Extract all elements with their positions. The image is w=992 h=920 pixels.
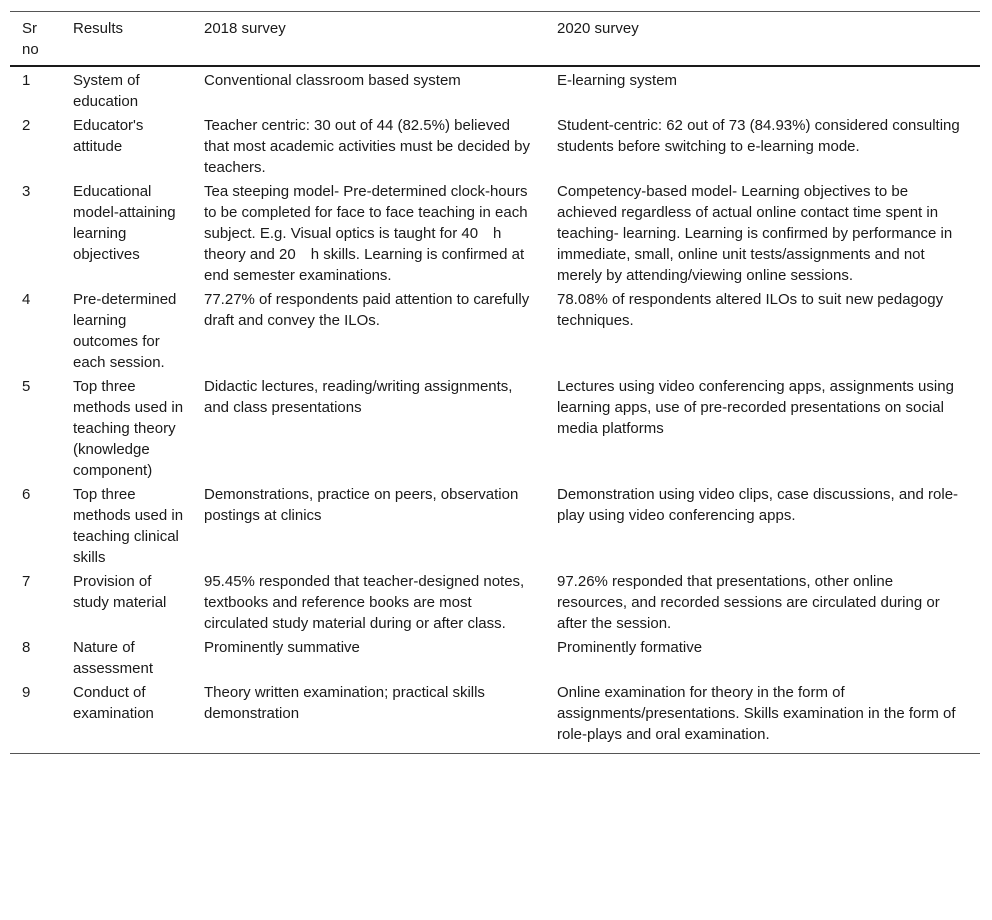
cell-2020-survey: Online examination for theory in the form of assignments/presentations. Skills examination in the form of role-plays and oral examination. bbox=[557, 684, 956, 743]
cell-2018-survey: Didactic lectures, reading/writing assignments, and class presentations bbox=[204, 378, 513, 416]
cell-2020-survey: 78.08% of respondents altered ILOs to suit new pedagogy techniques. bbox=[557, 291, 944, 329]
cell-2020-survey: Student-centric: 62 out of 73 (84.93%) considered consulting students before switching to e-learning mode. bbox=[557, 117, 960, 155]
cell-result: Nature of assessment bbox=[73, 639, 154, 677]
cell-sr-no: 4 bbox=[22, 291, 31, 308]
cell-sr-no: 9 bbox=[22, 684, 31, 701]
cell-result: Top three methods used in teaching clinical skills bbox=[73, 486, 184, 566]
cell-sr-no: 6 bbox=[22, 486, 31, 503]
table-row bbox=[10, 569, 980, 635]
table-body bbox=[10, 66, 980, 754]
cell-result: Conduct of examination bbox=[73, 684, 154, 722]
cell-sr-no: 8 bbox=[22, 639, 31, 656]
cell-2020-survey: Competency-based model- Learning objectives to be achieved regardless of actual online contact time spent in teaching- learning. Learning is confirmed by performance in immediate, small, online unit tests/assignments and not merely by attending/viewing online sessions. bbox=[557, 183, 953, 284]
cell-2020-survey: 97.26% responded that presentations, other online resources, and recorded sessions are circulated during or after the session. bbox=[557, 573, 940, 632]
cell-sr-no: 1 bbox=[22, 72, 31, 89]
cell-2018-survey: 77.27% of respondents paid attention to carefully draft and convey the ILOs. bbox=[204, 291, 530, 329]
table-header bbox=[10, 12, 980, 67]
cell-result: Educator's attitude bbox=[73, 117, 144, 155]
cell-2018-survey: Teacher centric: 30 out of 44 (82.5%) believed that most academic activities must be decided by teachers. bbox=[204, 117, 530, 176]
header-row bbox=[10, 12, 980, 67]
cell-2020-survey: Prominently formative bbox=[557, 639, 703, 656]
comparison-table bbox=[10, 11, 980, 754]
table-row bbox=[10, 66, 980, 113]
table-row bbox=[10, 113, 980, 179]
header-2018-survey: 2018 survey bbox=[204, 20, 286, 37]
cell-result: Pre-determined learning outcomes for each session. bbox=[73, 291, 177, 371]
table-row bbox=[10, 179, 980, 287]
cell-result: Educational model-attaining learning objectives bbox=[73, 183, 176, 263]
table-row bbox=[10, 287, 980, 374]
comparison-table-container bbox=[10, 11, 980, 754]
cell-2018-survey: Prominently summative bbox=[204, 639, 360, 656]
cell-2020-survey: E-learning system bbox=[557, 72, 678, 89]
cell-sr-no: 2 bbox=[22, 117, 31, 134]
cell-result: System of education bbox=[73, 72, 140, 110]
cell-2020-survey: Demonstration using video clips, case discussions, and role-play using video conferencing apps. bbox=[557, 486, 959, 524]
cell-result: Provision of study material bbox=[73, 573, 167, 611]
cell-result: Top three methods used in teaching theory (knowledge component) bbox=[73, 378, 184, 479]
header-results: Results bbox=[73, 20, 124, 37]
header-2020-survey: 2020 survey bbox=[557, 20, 639, 37]
cell-2018-survey: Theory written examination; practical skills demonstration bbox=[204, 684, 485, 722]
cell-2018-survey: Tea steeping model- Pre-determined clock-hours to be completed for face to face teaching in each subject. E.g. Visual optics is taught for 40 h theory and 20 h skills. Learning is confirmed at end semester examinations. bbox=[204, 183, 528, 284]
cell-2018-survey: Demonstrations, practice on peers, observation postings at clinics bbox=[204, 486, 519, 524]
header-sr-no: Sr no bbox=[22, 20, 39, 58]
cell-2018-survey: 95.45% responded that teacher-designed notes, textbooks and reference books are most circulated study material during or after class. bbox=[204, 573, 525, 632]
cell-sr-no: 5 bbox=[22, 378, 31, 395]
cell-sr-no: 7 bbox=[22, 573, 31, 590]
table-row bbox=[10, 482, 980, 569]
table-row bbox=[10, 635, 980, 680]
cell-2018-survey: Conventional classroom based system bbox=[204, 72, 461, 89]
table-row bbox=[10, 680, 980, 754]
cell-sr-no: 3 bbox=[22, 183, 31, 200]
table-row bbox=[10, 374, 980, 482]
cell-2020-survey: Lectures using video conferencing apps, assignments using learning apps, use of pre-recorded presentations on social media platforms bbox=[557, 378, 954, 437]
